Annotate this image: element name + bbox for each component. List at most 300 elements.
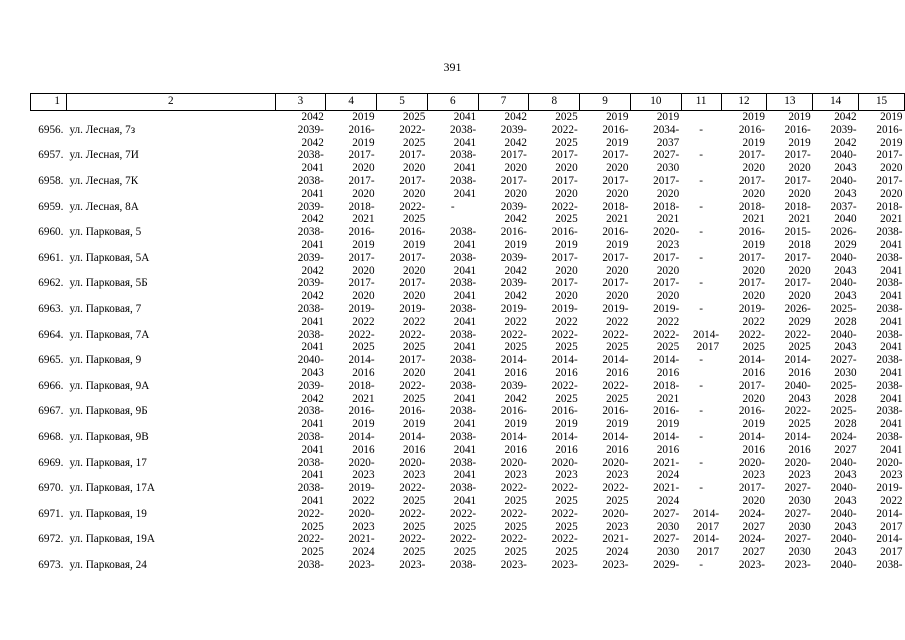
table-cell: 2022- 2025 [450, 533, 477, 559]
table-cell: 2022- 2025 [399, 328, 426, 354]
table-cell: 2039- 2042 [297, 277, 324, 303]
column-header: 1 [31, 94, 67, 111]
address-cell: ул. Парковая, 5 [69, 226, 142, 239]
table-cell: 2014- 2016 [551, 354, 578, 379]
table-cell: 2038- 2041 [450, 174, 477, 200]
table-cell: 2017- 2020 [399, 149, 426, 175]
table-cell: 2019- 2022 [348, 482, 375, 507]
table-cell: - [699, 200, 704, 213]
table-cell: 2038- 2041 [297, 405, 324, 431]
table-cell: 2017- 2020 [784, 277, 811, 303]
table-cell: 2014- 2017 [692, 507, 720, 533]
table-cell: 2016- 2019 [348, 123, 375, 149]
table-cell: 2040- 2043 [830, 533, 857, 559]
table-cell: 2039- 2042 [297, 123, 324, 149]
table-cell: 2014- 2016 [653, 354, 680, 379]
address-cell: ул. Парковая, 17А [69, 482, 155, 495]
table-cell: 2038- 2041 [876, 277, 903, 303]
column-header: 15 [859, 94, 905, 111]
table-cell: 2014- 2017 [876, 507, 903, 533]
row-number: 6960. [38, 226, 64, 239]
row-number: 6964. [38, 328, 64, 341]
table-cell: 2040- 2043 [830, 482, 857, 507]
address-cell: ул. Парковая, 5А [69, 251, 150, 264]
column-header: 5 [377, 94, 428, 111]
table-cell: 2042 [301, 111, 324, 123]
table-cell: 2019 [606, 111, 629, 123]
table-cell: 2038- 2041 [450, 277, 477, 303]
address-cell: ул. Парковая, 9А [69, 379, 150, 392]
table-cell: 2027- 2030 [653, 533, 680, 559]
table-cell: 2014- 2017 [692, 533, 720, 559]
table-cell: 2017- 2020 [399, 251, 426, 277]
table-cell: 2016- 2019 [551, 226, 578, 251]
table-cell: 2016- 2019 [399, 405, 426, 431]
table-cell: 2020- 2023 [399, 456, 426, 482]
table-cell: 2019- 2022 [500, 302, 527, 328]
table-cell: 2017- 2020 [551, 251, 578, 277]
address-cell: ул. Лесная, 8А [69, 200, 139, 213]
table-cell: 2040- 2043 [830, 507, 857, 533]
row-number: 6963. [38, 302, 64, 315]
table-cell: 2019 [880, 111, 903, 123]
table-cell: 2038- 2041 [297, 456, 324, 482]
table-cell: 2037- 2040 [830, 200, 857, 226]
table-cell: 2025 [403, 111, 426, 123]
table-cell: 2018- 2021 [876, 200, 903, 226]
table-cell: 2021- 2024 [653, 456, 680, 482]
table-cell: 2022- 2025 [653, 328, 680, 354]
table-cell: 2038- 2041 [297, 302, 324, 328]
address-cell: ул. Парковая, 9 [69, 354, 142, 367]
table-cell: 2038- 2041 [876, 251, 903, 277]
row-number: 6966. [38, 379, 64, 392]
address-cell: ул. Лесная, 7з [69, 123, 136, 136]
table-cell: 2014- 2016 [500, 430, 527, 456]
table-cell: 2019- 2022 [551, 302, 578, 328]
table-cell: 2040- 2043 [830, 149, 857, 175]
column-header: 2 [66, 94, 275, 111]
table-cell: 2022- 2025 [500, 507, 527, 533]
table-cell: 2018- 2021 [653, 379, 680, 405]
table-row [31, 226, 905, 252]
table-cell: 2014- 2016 [602, 354, 629, 379]
table-cell: 2027- 2030 [784, 482, 811, 507]
table-cell: 2038- [876, 558, 903, 571]
table-row [31, 354, 905, 380]
row-number: 6972. [38, 533, 64, 546]
row-number: 6959. [38, 200, 64, 213]
table-cell: 2014- 2016 [784, 354, 811, 379]
table-cell: - [699, 277, 704, 290]
table-cell: 2038- 2041 [450, 149, 477, 175]
table-cell: 2038- 2041 [297, 482, 324, 507]
table-cell: 2016- 2019 [738, 226, 765, 251]
table-cell: 2018- 2021 [348, 200, 375, 226]
table-cell: 2040- 2043 [830, 456, 857, 482]
table-cell: 2038- 2041 [876, 354, 903, 379]
row-number: 6967. [38, 405, 64, 418]
table-cell: 2016- 2019 [348, 405, 375, 431]
table-cell: 2023- [602, 558, 629, 571]
table-cell: 2026- 2029 [830, 226, 857, 251]
table-cell: 2017- 2020 [653, 277, 680, 303]
table-cell: 2014- 2016 [738, 354, 765, 379]
table-cell: 2018- 2021 [653, 200, 680, 226]
table-cell: 2042 [834, 111, 857, 123]
table-cell: 2014- 2016 [348, 354, 375, 379]
table-cell: 2018- 2021 [602, 200, 629, 226]
table-cell: 2029- [653, 558, 680, 571]
table-cell: 2023- [784, 558, 811, 571]
table-cell: 2017- 2020 [738, 482, 765, 507]
table-cell: - [699, 302, 704, 315]
table-cell: 2040- 2043 [784, 379, 811, 405]
table-cell: 2022- 2025 [450, 507, 477, 533]
address-cell: ул. Парковая, 19 [69, 507, 147, 520]
column-header: 6 [427, 94, 478, 111]
table-cell: 2022- 2025 [297, 533, 324, 559]
table-cell: 2019 [352, 111, 375, 123]
table-cell: 2021- 2024 [348, 533, 375, 559]
table-cell: 2022- 2025 [784, 405, 811, 431]
table-cell: 2040- 2043 [297, 354, 324, 379]
table-cell: 2038- 2041 [297, 430, 324, 456]
table-cell: - [699, 226, 704, 239]
table-cell: 2022- 2025 [551, 200, 578, 226]
table-cell: 2038- 2041 [297, 328, 324, 354]
table-cell: 2019- 2022 [738, 302, 765, 328]
row-number: 6969. [38, 456, 64, 469]
header-row [31, 94, 905, 111]
table-cell: 2022- 2025 [399, 379, 426, 405]
table-cell: 2019 [656, 111, 680, 123]
table-cell: 2022- 2025 [551, 533, 578, 559]
table-cell: 2019- 2022 [653, 302, 680, 328]
table-cell: - [699, 379, 704, 392]
table-cell: 2017- 2020 [399, 174, 426, 200]
table-cell: 2022- 2025 [399, 533, 426, 559]
table-cell: 2021- 2024 [653, 482, 680, 507]
table-cell: 2018- 2021 [738, 200, 765, 226]
table-cell: 2022- 2025 [602, 379, 629, 405]
table-cell: 2016- 2019 [500, 405, 527, 431]
table-cell: 2017- 2020 [784, 149, 811, 175]
table-cell: 2015- 2018 [784, 226, 811, 251]
table-row [31, 508, 905, 534]
table-cell: 2017- 2020 [551, 149, 578, 175]
table-cell: 2014- 2017 [876, 533, 903, 559]
table-cell: 2038- 2041 [450, 482, 477, 507]
table-cell: 2038- 2041 [297, 174, 324, 200]
table-cell: 2038- [297, 558, 324, 571]
table-cell: 2016- 2019 [876, 123, 903, 149]
table-cell: 2027- 2030 [653, 507, 680, 533]
table-cell: 2022- 2025 [551, 328, 578, 354]
column-header: 14 [813, 94, 859, 111]
table-cell: 2039- 2042 [500, 251, 527, 277]
table-cell: 2017- 2020 [784, 251, 811, 277]
table-cell: 2014- 2016 [399, 430, 426, 456]
table-cell: 2020- 2023 [602, 507, 629, 533]
address-cell: ул. Парковая, 19А [69, 533, 155, 546]
address-cell: ул. Парковая, 17 [69, 456, 147, 469]
address-cell: ул. Лесная, 7К [69, 174, 139, 187]
table-cell: 2022- 2025 [551, 123, 578, 149]
column-header: 12 [721, 94, 767, 111]
table-cell: 2017- 2020 [399, 354, 426, 379]
table-cell: 2027- 2030 [784, 533, 811, 559]
table-cell: 2017- 2020 [348, 277, 375, 303]
row-number: 6970. [38, 482, 64, 495]
table-cell: 2038- 2041 [876, 379, 903, 405]
table-cell: 2039- 2042 [297, 379, 324, 405]
table-cell: 2020- 2023 [602, 456, 629, 482]
table-cell: 2022- 2025 [399, 123, 426, 149]
address-cell: ул. Лесная, 7И [69, 149, 139, 162]
table-cell: 2017- 2020 [602, 251, 629, 277]
table-cell: 2014- 2016 [348, 430, 375, 456]
table-cell: 2017- 2020 [784, 174, 811, 200]
row-number: 6965. [38, 354, 64, 367]
table-cell: 2016- 2019 [653, 405, 680, 431]
table-cell: 2022- 2025 [500, 328, 527, 354]
carry-over-row [31, 111, 905, 124]
table-cell: 2014- 2017 [692, 328, 720, 354]
table-cell: 2019- 2022 [876, 482, 903, 507]
address-cell: ул. Парковая, 9Б [69, 405, 148, 418]
table-cell: 2019 [742, 111, 765, 123]
table-cell: 2034- 2037 [653, 123, 680, 149]
table-row [31, 277, 905, 303]
column-header: 7 [478, 94, 529, 111]
row-number: 6971. [38, 507, 64, 520]
row-number: 6958. [38, 174, 64, 187]
table-cell: 2014- 2016 [653, 430, 680, 456]
table-cell: 2039- 2042 [830, 123, 857, 149]
table-cell: 2017- 2020 [348, 251, 375, 277]
table-cell: 2038- 2041 [450, 379, 477, 405]
table-cell: 2020- 2023 [876, 456, 903, 482]
table-cell: 2024- 2027 [738, 533, 765, 559]
table-cell: 2038- 2041 [450, 251, 477, 277]
table-row [31, 252, 905, 278]
table-cell: 2017- 2020 [348, 174, 375, 200]
table-cell: 2038- 2041 [876, 430, 903, 456]
table-cell: 2016- 2019 [738, 123, 765, 149]
table-cell: 2017- 2020 [602, 277, 629, 303]
table-cell: 2017- 2020 [500, 174, 527, 200]
table-cell: 2016- 2019 [738, 405, 765, 431]
table-cell: 2014- 2016 [500, 354, 527, 379]
table-cell: - [699, 251, 704, 264]
table-cell: 2040- 2043 [830, 251, 857, 277]
table-cell: 2023- [348, 558, 375, 571]
table-cell: 2017- 2020 [738, 251, 765, 277]
row-number: 6968. [38, 430, 64, 443]
table-cell: 2020- 2023 [551, 456, 578, 482]
table-cell: 2022- 2025 [602, 482, 629, 507]
table-cell: 2014- 2016 [738, 430, 765, 456]
table-cell: 2016- 2019 [348, 226, 375, 251]
table-cell: 2020- 2023 [653, 226, 680, 251]
table-cell: 2042 [504, 111, 527, 123]
table-cell: 2019- 2022 [348, 302, 375, 328]
table-cell: 2017- 2020 [738, 379, 765, 405]
table-cell: 2016- 2019 [602, 226, 629, 251]
table-row [31, 149, 905, 175]
table-cell: 2038- 2041 [450, 405, 477, 431]
table-row [31, 482, 905, 508]
table-cell: 2038- 2041 [450, 123, 477, 149]
table-cell: 2027- 2030 [830, 354, 857, 379]
table-row [31, 329, 905, 355]
table-cell: 2019- 2022 [399, 302, 426, 328]
table-cell: 2026- 2029 [784, 302, 811, 328]
table-cell: 2016- 2019 [500, 226, 527, 251]
table-cell: 2019 [788, 111, 811, 123]
table-cell: 2022- 2025 [399, 507, 426, 533]
table-cell: 2040- 2043 [830, 277, 857, 303]
table-cell: 2038- 2041 [450, 302, 477, 328]
table-cell: - [699, 405, 704, 418]
table-cell: 2020- 2023 [500, 456, 527, 482]
table-cell: - [699, 354, 704, 367]
table-cell: 2040- [830, 558, 857, 571]
table-cell: 2022- 2025 [500, 482, 527, 507]
table-cell: 2024- 2027 [738, 507, 765, 533]
row-number: 6973. [38, 558, 64, 571]
table-cell: 2016- 2019 [551, 405, 578, 431]
table-cell: - [699, 123, 704, 136]
table-cell: 2017- 2020 [399, 277, 426, 303]
table-cell: 2020- 2023 [738, 456, 765, 482]
address-cell: ул. Парковая, 9В [69, 430, 149, 443]
table-cell: - [699, 482, 704, 495]
table-cell: 2017- 2020 [738, 174, 765, 200]
table-cell: 2039- 2042 [500, 200, 527, 226]
table-cell: 2025- 2028 [830, 405, 857, 431]
table-cell: 2022- 2025 [784, 328, 811, 354]
table-cell: 2022- 2025 [551, 379, 578, 405]
table-cell: 2014- 2016 [784, 430, 811, 456]
table-cell: 2021- 2024 [602, 533, 629, 559]
address-cell: ул. Парковая, 7А [69, 328, 150, 341]
table-cell: 2022- 2025 [297, 507, 324, 533]
table-cell: 2022- 2025 [602, 328, 629, 354]
table-cell: 2017- 2020 [738, 277, 765, 303]
table-row [31, 559, 905, 572]
table-cell: 2038- 2041 [450, 430, 477, 456]
table-cell: 2038- 2041 [876, 226, 903, 251]
table-cell: - [699, 456, 704, 469]
column-header: 13 [767, 94, 813, 111]
table-row [31, 124, 905, 150]
table-cell: 2022- 2025 [399, 482, 426, 507]
row-number: 6961. [38, 251, 64, 264]
table-cell: 2040- 2043 [830, 328, 857, 354]
table-cell: 2022- 2025 [348, 328, 375, 354]
table-cell: 2017- 2020 [876, 174, 903, 200]
column-header: 10 [630, 94, 681, 111]
table-cell: 2041 [453, 111, 477, 123]
table-cell: 2025 [555, 111, 578, 123]
table-row [31, 533, 905, 559]
table-cell: - [699, 558, 704, 571]
table-cell: 2017- 2020 [653, 174, 680, 200]
column-header: 3 [275, 94, 326, 111]
table-cell: 2016- 2019 [784, 123, 811, 149]
table-cell: 2038- 2041 [450, 328, 477, 354]
table-cell: 2019- 2022 [602, 302, 629, 328]
table-cell: 2022- 2025 [738, 328, 765, 354]
data-table [30, 93, 905, 572]
table-cell: 2023- [551, 558, 578, 571]
table-cell: 2027- 2030 [653, 149, 680, 175]
table-cell: 2025- 2028 [830, 379, 857, 405]
table-cell: 2038- 2041 [876, 405, 903, 431]
table-cell: 2020- 2023 [784, 456, 811, 482]
row-number: 6956. [38, 123, 64, 136]
table-cell: 2022- 2025 [399, 200, 426, 226]
table-cell: 2038- 2041 [297, 149, 324, 175]
table-cell: 2020- 2023 [348, 456, 375, 482]
address-cell: ул. Парковая, 24 [69, 558, 147, 571]
table-cell: 2017- 2020 [602, 174, 629, 200]
table-cell: 2038- 2041 [876, 302, 903, 328]
table-row [31, 431, 905, 457]
table-cell: 2017- 2020 [653, 251, 680, 277]
table-cell: 2038- 2041 [450, 354, 477, 379]
table-cell: 2016- 2019 [602, 123, 629, 149]
table-cell: 2039- 2042 [297, 200, 324, 226]
table-cell: 2039- 2042 [500, 123, 527, 149]
table-cell: - [699, 430, 704, 443]
table-cell: 2023- [738, 558, 765, 571]
table-row [31, 175, 905, 201]
table-cell: 2040- 2043 [830, 174, 857, 200]
table-cell: 2039- 2042 [500, 277, 527, 303]
page-number: 391 [443, 60, 462, 74]
table-cell: 2022- 2025 [551, 507, 578, 533]
table-cell: 2025- 2028 [830, 302, 857, 328]
table-row [31, 201, 905, 227]
table-cell: 2016- 2019 [602, 405, 629, 431]
column-header: 9 [580, 94, 631, 111]
table-cell: 2024- 2027 [830, 430, 857, 456]
table-cell: 2014- 2016 [602, 430, 629, 456]
table-cell: 2038- 2041 [876, 328, 903, 354]
table-cell: - [699, 149, 704, 162]
table-cell: 2022- 2025 [500, 533, 527, 559]
table-cell: 2017- 2020 [602, 149, 629, 175]
row-number: 6962. [38, 277, 64, 290]
table-cell: 2017- 2020 [348, 149, 375, 175]
table-cell: 2017- 2020 [500, 149, 527, 175]
table-cell: 2016- 2019 [399, 226, 426, 251]
table-cell: 2017- 2020 [876, 149, 903, 175]
table-row [31, 405, 905, 431]
table-row [31, 303, 905, 329]
table-cell: 2020- 2023 [348, 507, 375, 533]
table-cell [681, 111, 721, 124]
row-number: 6957. [38, 149, 64, 162]
table-cell: 2022- 2025 [551, 482, 578, 507]
table-cell: 2014- 2016 [551, 430, 578, 456]
table-cell: 2038- [450, 558, 477, 571]
table-cell: - [699, 174, 704, 187]
table-cell: 2018- 2021 [784, 200, 811, 226]
